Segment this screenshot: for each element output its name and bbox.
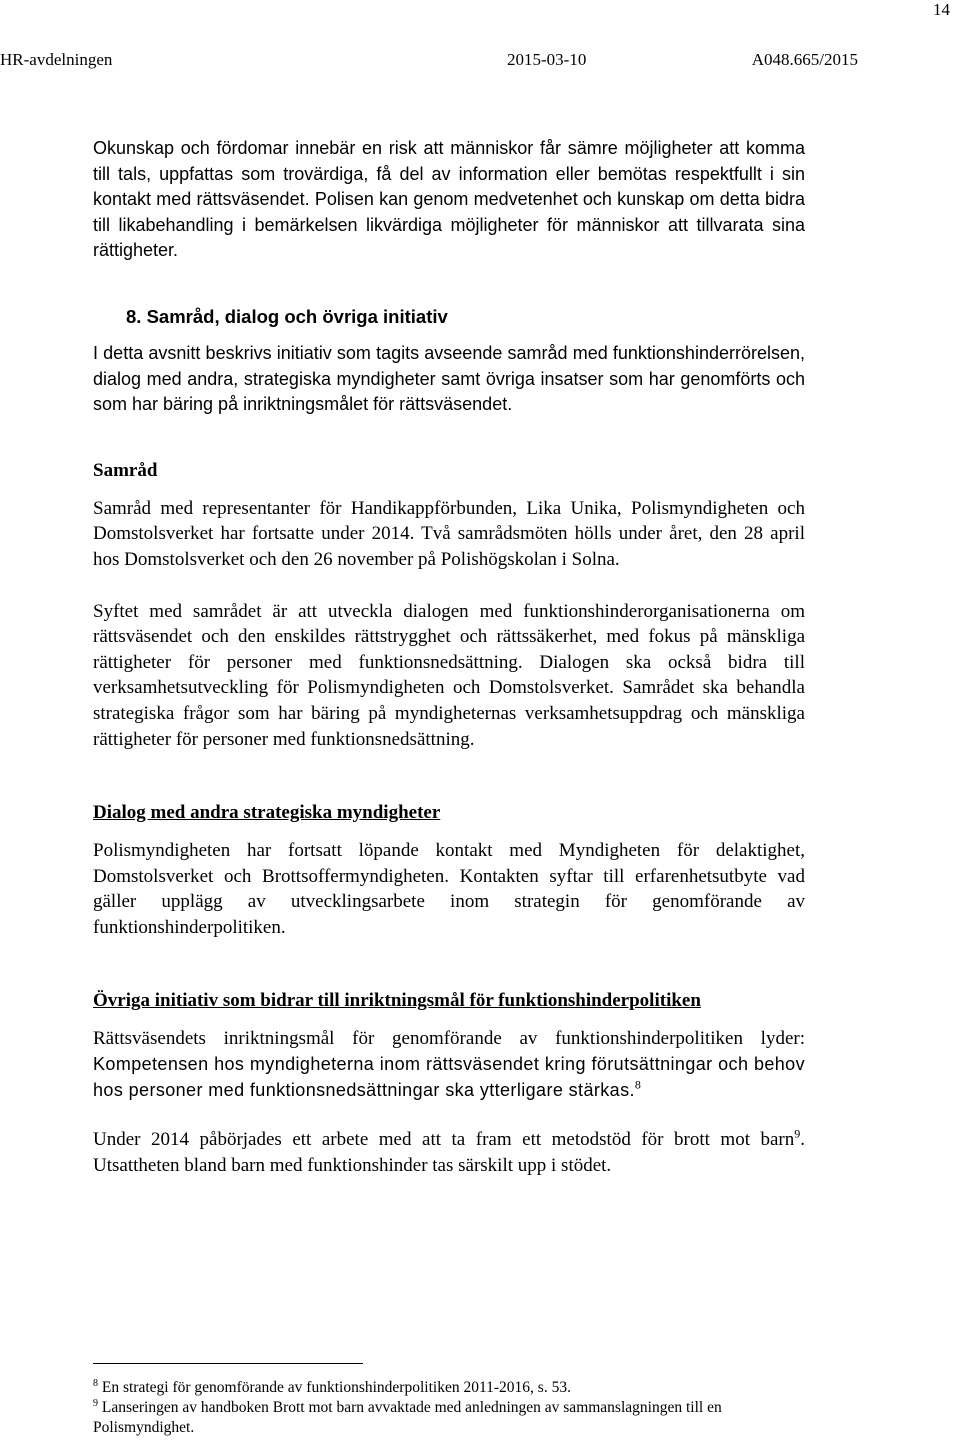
ovriga-paragraph-1 bbox=[93, 1026, 805, 1103]
section-heading bbox=[93, 304, 805, 330]
header-reference: A048.665/2015 bbox=[751, 50, 858, 69]
footnote-ref-8[interactable]: 8 bbox=[634, 1077, 641, 1092]
footnote-8 bbox=[93, 1378, 803, 1398]
page-number: 14 bbox=[933, 0, 950, 19]
footnotes bbox=[93, 1378, 803, 1438]
ovriga-paragraph-1-serif: Rättsväsendets inriktningsmål för genomförande av funktionshinderpolitiken lyder: bbox=[93, 1028, 805, 1050]
header-date: 2015-03-10 bbox=[507, 50, 587, 69]
ovriga-paragraph-1-quote: Kompetensen hos myndigheterna inom rättsväsendet kring förutsättningar och behov hos personer med funktionsnedsättningar ska ytterligare stärkas. bbox=[93, 1054, 805, 1100]
footnote-9 bbox=[93, 1398, 803, 1438]
section-number: 8. bbox=[126, 305, 142, 327]
footnote-9-number: 9 bbox=[93, 1397, 98, 1409]
dialog-heading: Dialog med andra strategiska myndigheter bbox=[93, 802, 441, 824]
footnote-8-text: En strategi för genomförande av funktionshinderpolitiken 2011-2016, s. 53. bbox=[98, 1379, 571, 1396]
samrad-paragraph-1: Samråd med representanter för Handikappförbunden, Lika Unika, Polismyndigheten och Domstolsverket har fortsatte under 2014. Två samrådsmöten hölls under året, den 28 april hos Domstolsverket och den 26 november på Polishögskolan i Solna. bbox=[93, 497, 805, 570]
section-title: Samråd, dialog och övriga initiativ bbox=[146, 305, 448, 327]
footnote-ref-9[interactable]: 9 bbox=[794, 1126, 801, 1141]
footnote-9-text: Lanseringen av handboken Brott mot barn avvaktade med anledningen av sammanslagningen till en Polismyndighet. bbox=[93, 1399, 722, 1436]
footnote-separator bbox=[93, 1363, 363, 1364]
ovriga-paragraph-2-end: . Utsattheten bland barn med funktionshinder tas särskilt upp i stödet. bbox=[93, 1129, 805, 1176]
section-intro: I detta avsnitt beskrivs initiativ som tagits avseende samråd med funktionshinderrörelsen, dialog med andra, strategiska myndigheter samt övriga insatser som har genomförts och som har bäring på inriktningsmålet för rättsväsendet. bbox=[93, 342, 805, 415]
footnote-8-number: 8 bbox=[93, 1377, 98, 1389]
ovriga-paragraph-2 bbox=[93, 1127, 805, 1178]
dialog-paragraph: Polismyndigheten har fortsatt löpande kontakt med Myndigheten för delaktighet, Domstolsverket och Brottsoffermyndigheten. Kontakten syftar till erfarenhetsutbyte vad gäller upplägg av utvecklingsarbete inom strategin för genomförande av funktionshinderpolitiken. bbox=[93, 840, 805, 938]
document-body bbox=[93, 136, 805, 1178]
intro-paragraph: Okunskap och fördomar innebär en risk att människor får sämre möjligheter att komma till tals, uppfattas som trovärdiga, få del av information eller bemötas respektfullt i sin kontakt med rättsväsendet. Polisen kan genom medvetenhet och kunskap om detta bidra till likabehandling i bemärkelsen likvärdiga möjligheter för människor att tillvarata sina rättigheter. bbox=[93, 138, 805, 261]
samrad-heading: Samråd bbox=[93, 459, 158, 481]
header-department: HR-avdelningen bbox=[0, 50, 113, 69]
samrad-paragraph-2: Syftet med samrådet är att utveckla dialogen med funktionshinderorganisationerna om rättsväsendet och den enskildes rättstrygghet och rättssäkerhet, med fokus på mänskliga rättigheter för personer med funktionsnedsättning. Dialogen ska också bidra till verksamhetsutveckling för Polismyndigheten och Domstolsverket. Samrådet ska behandla strategiska frågor som har bäring på myndigheternas verksamhetsuppdrag och mänskliga rättigheter för personer med funktionsnedsättning. bbox=[93, 600, 805, 750]
ovriga-paragraph-2-start: Under 2014 påbörjades ett arbete med att ta fram ett metodstöd för brott mot barn bbox=[93, 1129, 795, 1151]
ovriga-heading: Övriga initiativ som bidrar till inriktningsmål för funktionshinderpolitiken bbox=[93, 990, 701, 1012]
